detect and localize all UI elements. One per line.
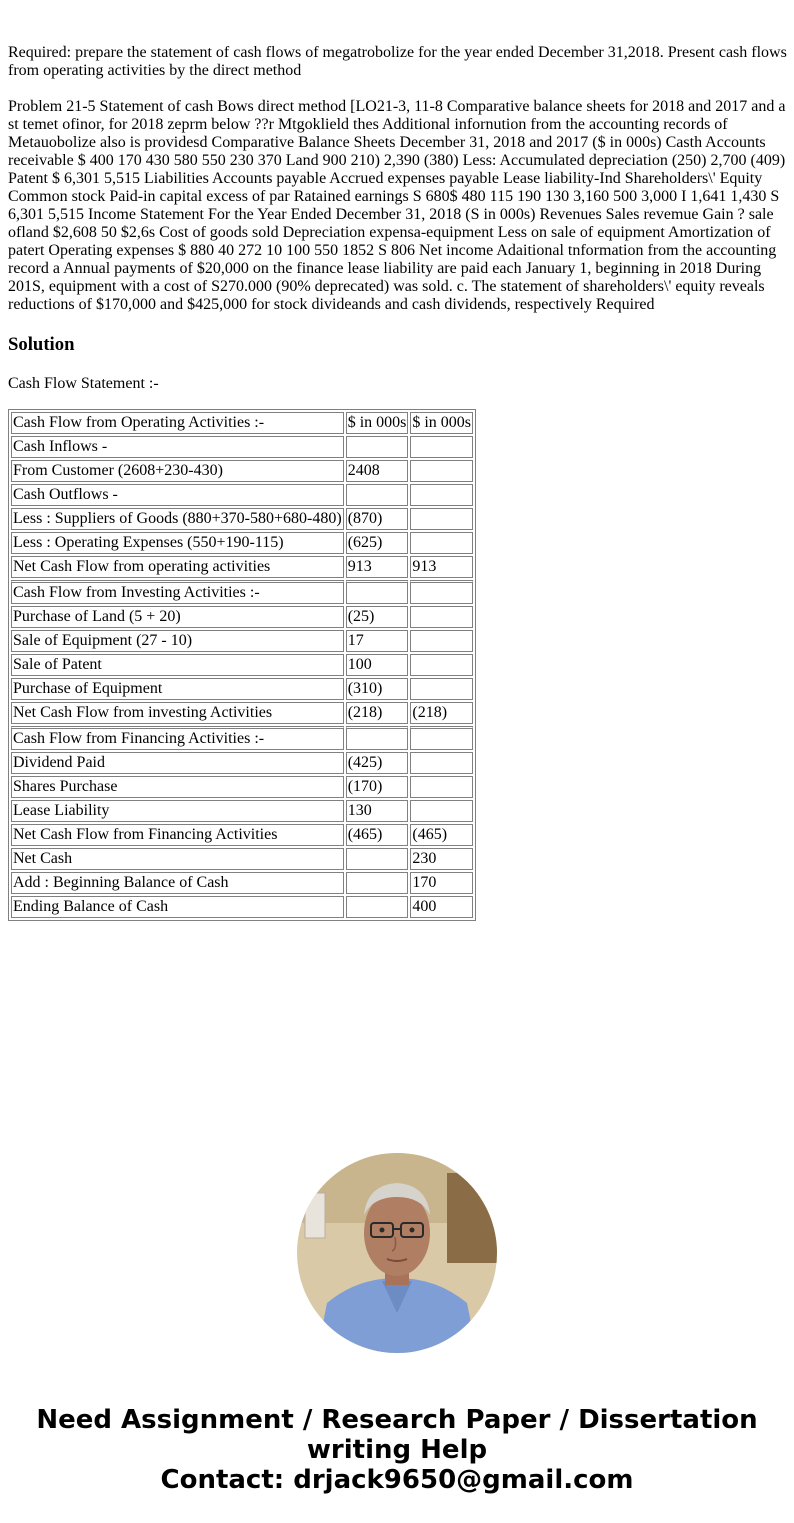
- table-row: [11, 508, 473, 530]
- table-cell-col2: [410, 678, 473, 700]
- table-cell-col1: 100: [346, 654, 409, 676]
- table-cell-label: Net Cash: [11, 848, 344, 870]
- banner-line-3: Contact: drjack9650@gmail.com: [160, 1465, 634, 1495]
- table-cell-label: Cash Outflows -: [11, 484, 344, 506]
- table-row: [11, 484, 473, 506]
- table-cell-col1: [346, 436, 409, 458]
- table-cell-label: Sale of Equipment (27 - 10): [11, 630, 344, 652]
- table-row: [11, 702, 473, 724]
- table-cell-col2: [410, 606, 473, 628]
- table-cell-label: Sale of Patent: [11, 654, 344, 676]
- table-row: [11, 824, 473, 846]
- table-header-row: [11, 412, 473, 434]
- table-cell-col1: (625): [346, 532, 409, 554]
- solution-heading: Solution: [8, 334, 75, 355]
- header-label-cell: Cash Flow from Operating Activities :-: [11, 412, 344, 434]
- table-cell-label: Net Cash Flow from operating activities: [11, 556, 344, 578]
- question-solution-document: [8, 44, 788, 921]
- table-cell-col1: [346, 896, 409, 918]
- table-cell-col2: [410, 436, 473, 458]
- table-cell-label: From Customer (2608+230-430): [11, 460, 344, 482]
- table-cell-col2: (465): [410, 824, 473, 846]
- table-cell-label: Cash Inflows -: [11, 436, 344, 458]
- table-cell-label: Cash Flow from Investing Activities :-: [11, 580, 344, 604]
- table-cell-col2: [410, 484, 473, 506]
- table-row: [11, 436, 473, 458]
- table-row: [11, 800, 473, 822]
- table-row: [11, 872, 473, 894]
- table-cell-col1: (870): [346, 508, 409, 530]
- table-cell-col1: [346, 848, 409, 870]
- table-cell-col1: (170): [346, 776, 409, 798]
- table-cell-col1: 17: [346, 630, 409, 652]
- table-cell-col2: 913: [410, 556, 473, 578]
- table-cell-col1: (465): [346, 824, 409, 846]
- table-row: [11, 630, 473, 652]
- table-row: [11, 532, 473, 554]
- header-col2-cell: $ in 000s: [410, 412, 473, 434]
- avatar: [297, 1153, 497, 1353]
- table-cell-col2: [410, 630, 473, 652]
- statement-label: Cash Flow Statement :-: [8, 375, 159, 392]
- table-cell-col2: 230: [410, 848, 473, 870]
- table-cell-col2: [410, 800, 473, 822]
- table-cell-col2: 400: [410, 896, 473, 918]
- table-cell-col1: (25): [346, 606, 409, 628]
- table-cell-col1: (218): [346, 702, 409, 724]
- table-row: [11, 726, 473, 750]
- table-cell-label: Shares Purchase: [11, 776, 344, 798]
- table-cell-col1: 913: [346, 556, 409, 578]
- table-cell-label: Dividend Paid: [11, 752, 344, 774]
- table-cell-col2: [410, 726, 473, 750]
- table-cell-col1: [346, 484, 409, 506]
- table-cell-label: Ending Balance of Cash: [11, 896, 344, 918]
- table-cell-label: Lease Liability: [11, 800, 344, 822]
- table-cell-col2: [410, 752, 473, 774]
- contact-banner: [0, 1405, 794, 1495]
- table-cell-label: Cash Flow from Financing Activities :-: [11, 726, 344, 750]
- table-row: [11, 752, 473, 774]
- question-problem-text: Problem 21-5 Statement of cash Bows direct method [LO21-3, 11-8 Comparative balance sheets for 2018 and 2017 and a st temet ofinor, for 2018 zeprm below ??r Mtgoklield thes Additional infornution from the accounting records of Metauobolize also is providesd Comparative Balance Sheets December 31, 2018 and 2017 ($ in 000s) Casth Accounts receivable $ 400 170 430 580 550 230 370 Land 900 210) 2,390 (380) Less: Accumulated depreciation (250) 2,700 (409) Patent $ 6,301 5,515 Liabilities Accounts payable Accrued expenses payable Lease liability-Ind Shareholders\' Equity Common stock Paid-in capital excess of par Ratained earnings S 680$ 480 115 190 130 3,160 500 3,000 I 1,641 1,430 S 6,301 5,515 Income Statement For the Year Ended December 31, 2018 (S in 000s) Revenues Sales revemue Gain ? sale ofland $2,608 50 $2,6s Cost of goods sold Depreciation expensa-equipment Less on sale of equipment Amortization of patert Operating expenses $ 880 40 272 10 100 550 1852 S 806 Net income Adaitional tnformation from the accounting record a Annual payments of $20,000 on the finance lease liability are paid each January 1, beginning in 2018 During 201S, equipment with a cost of S270.000 (90% deprecated) was sold. c. The statement of shareholders\' equity reveals reductions of $170,000 and $425,000 for stock divideands and cash dividends, respectively Required: [8, 98, 786, 313]
- question-required-text: Required: prepare the statement of cash flows of megatrobolize for the year ended December 31,2018. Present cash flows from operating activities by the direct method: [8, 44, 787, 79]
- table-cell-col2: [410, 508, 473, 530]
- table-cell-col2: [410, 776, 473, 798]
- banner-line-2: writing Help: [306, 1435, 488, 1465]
- table-row: [11, 460, 473, 482]
- table-cell-label: Net Cash Flow from Financing Activities: [11, 824, 344, 846]
- table-cell-label: Purchase of Equipment: [11, 678, 344, 700]
- header-col1-cell: $ in 000s: [346, 412, 409, 434]
- cash-flow-table: [8, 409, 476, 921]
- person-portrait-icon: [297, 1153, 497, 1353]
- table-row: [11, 776, 473, 798]
- table-cell-label: Add : Beginning Balance of Cash: [11, 872, 344, 894]
- table-cell-col2: [410, 532, 473, 554]
- table-cell-col1: 130: [346, 800, 409, 822]
- table-cell-col2: (218): [410, 702, 473, 724]
- table-row: [11, 654, 473, 676]
- table-row: [11, 896, 473, 918]
- table-cell-col1: [346, 726, 409, 750]
- table-cell-col1: [346, 872, 409, 894]
- banner-line-1: Need Assignment / Research Paper / Dissertation: [36, 1405, 758, 1435]
- table-cell-label: Less : Suppliers of Goods (880+370-580+680-480): [11, 508, 344, 530]
- table-row: [11, 580, 473, 604]
- table-cell-col2: 170: [410, 872, 473, 894]
- table-cell-col1: (425): [346, 752, 409, 774]
- table-cell-label: Purchase of Land (5 + 20): [11, 606, 344, 628]
- table-cell-label: Net Cash Flow from investing Activities: [11, 702, 344, 724]
- table-cell-col1: (310): [346, 678, 409, 700]
- table-cell-col2: [410, 460, 473, 482]
- table-row: [11, 606, 473, 628]
- table-row: [11, 556, 473, 578]
- table-row: [11, 678, 473, 700]
- table-cell-col1: [346, 580, 409, 604]
- table-cell-label: Less : Operating Expenses (550+190-115): [11, 532, 344, 554]
- table-cell-col2: [410, 580, 473, 604]
- table-row: [11, 848, 473, 870]
- table-cell-col2: [410, 654, 473, 676]
- table-cell-col1: 2408: [346, 460, 409, 482]
